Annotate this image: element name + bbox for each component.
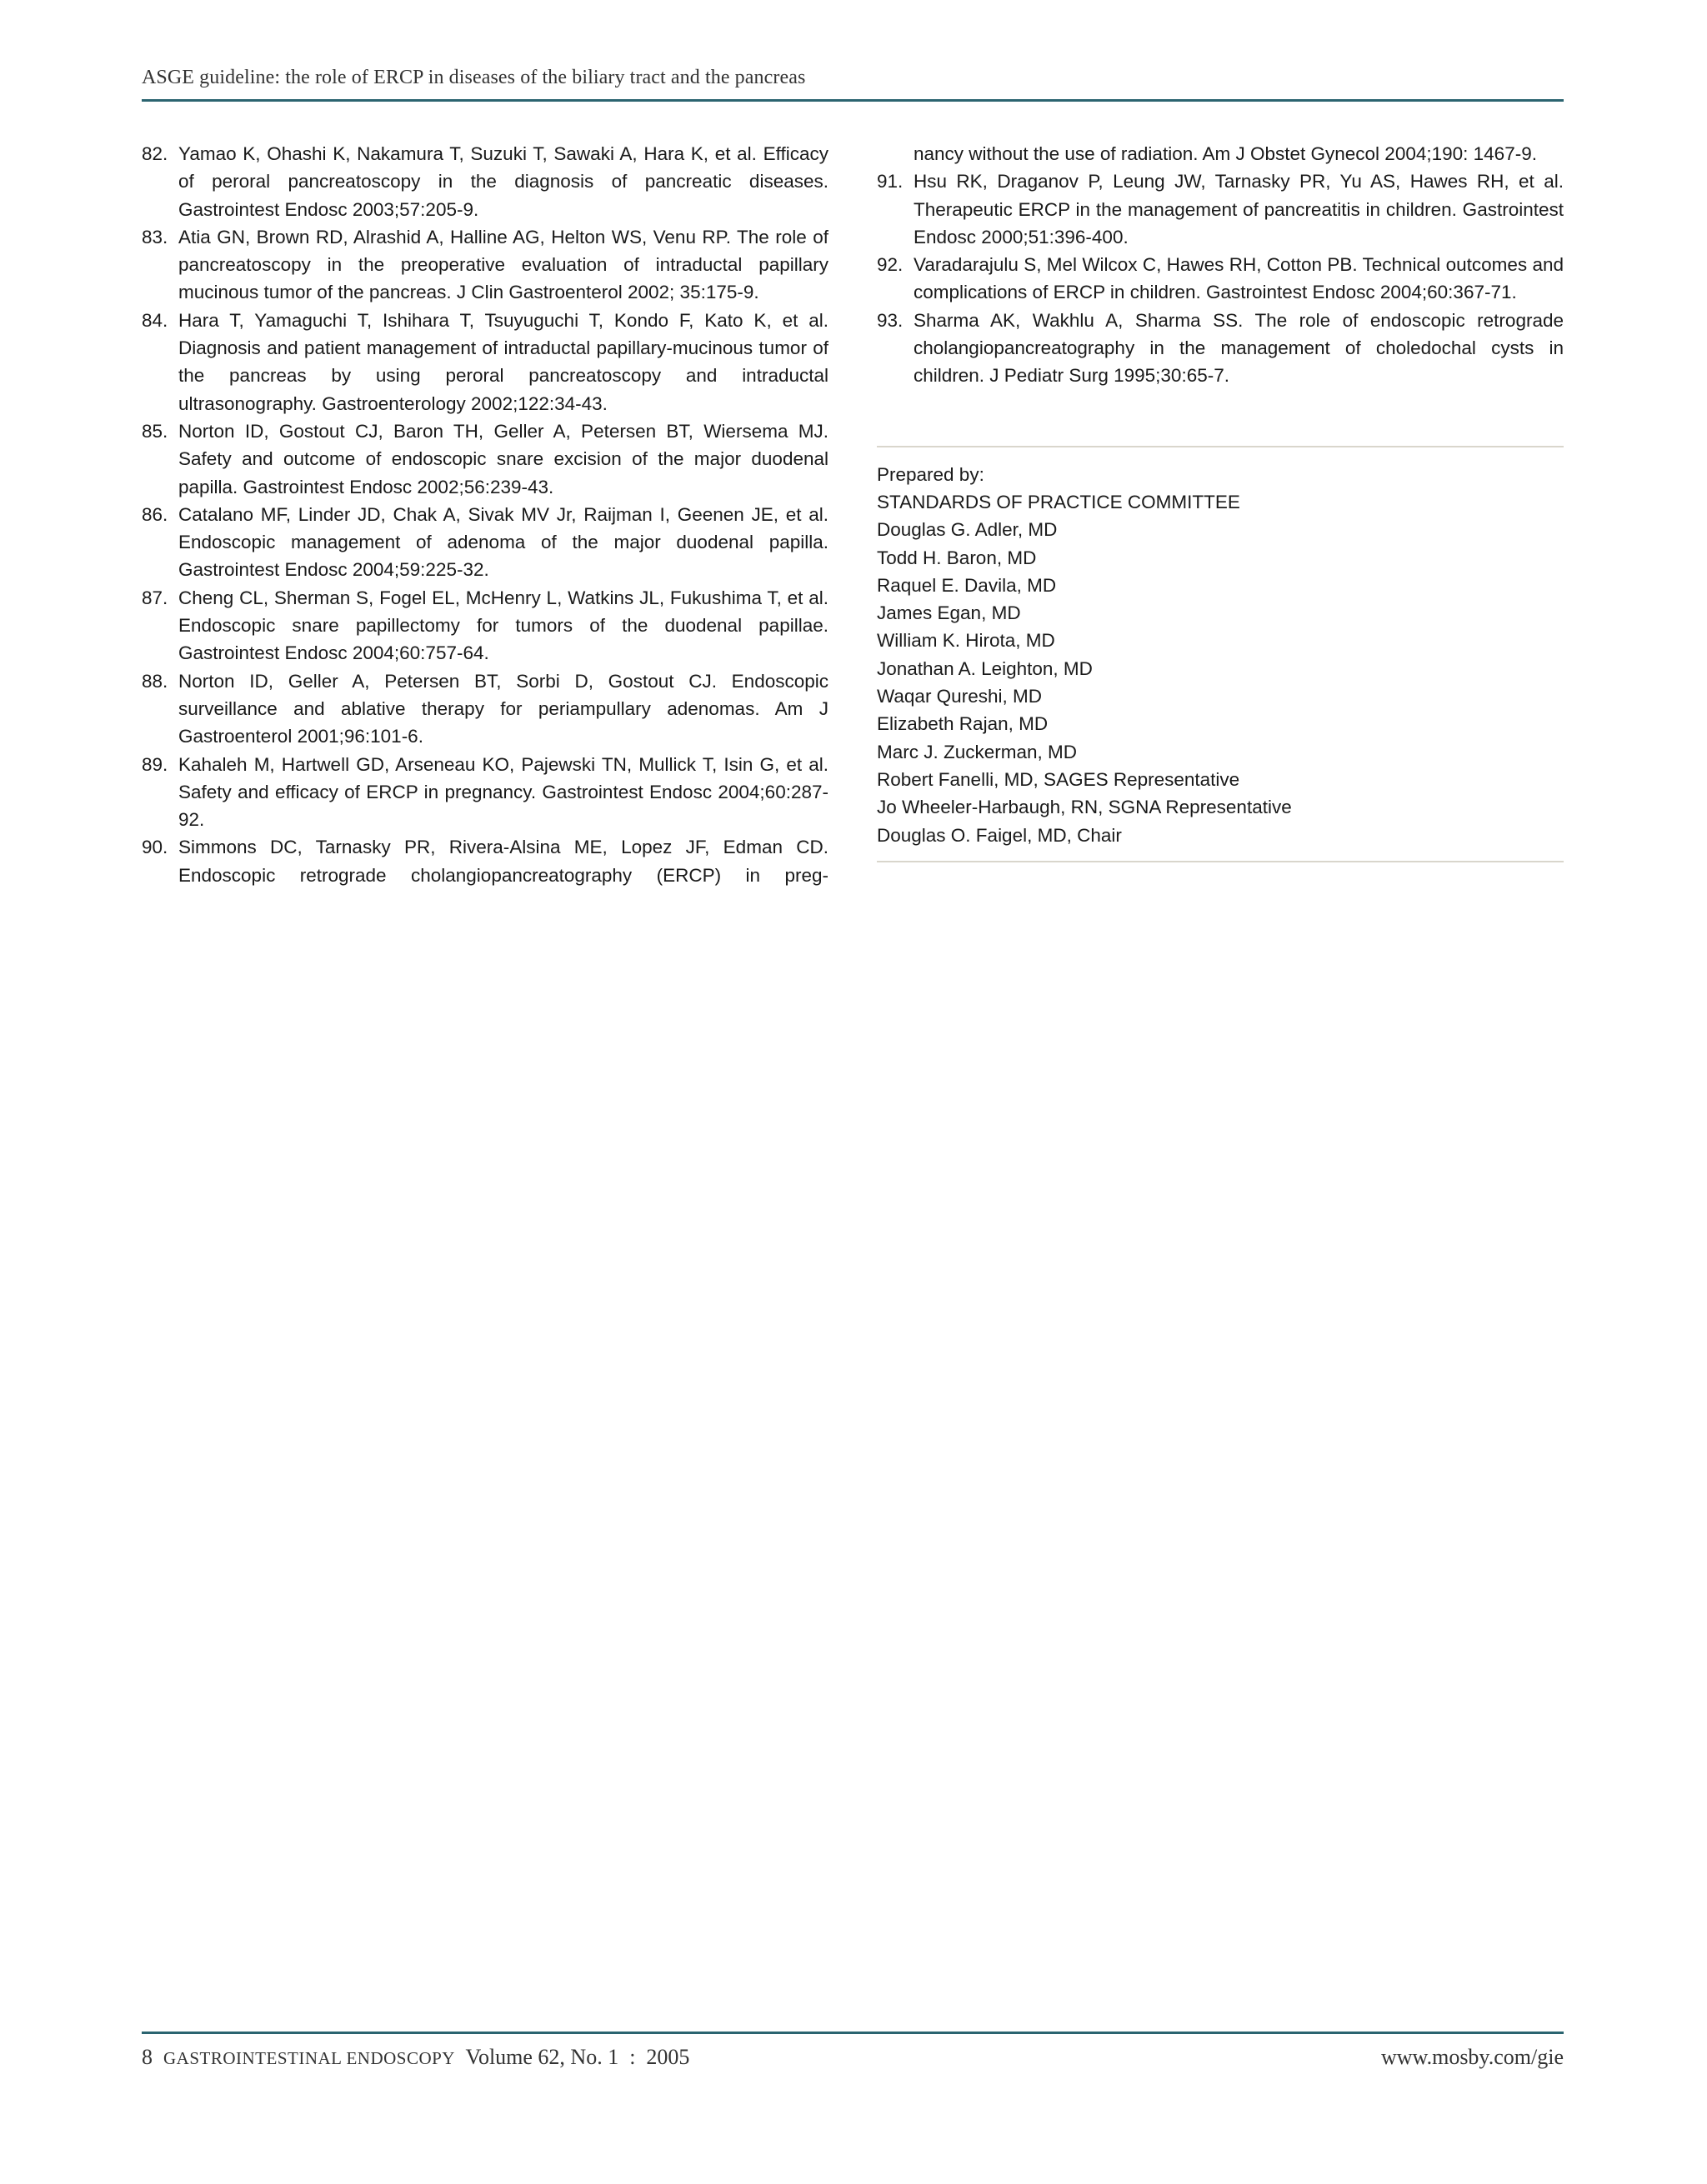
committee-name: STANDARDS OF PRACTICE COMMITTEE bbox=[877, 491, 1240, 512]
reference-number: 87. bbox=[142, 587, 168, 608]
reference-text: Norton ID, Gostout CJ, Baron TH, Geller A, Petersen BT, Wiersema MJ. Safety and outcome of endoscopic snare excision of the major duodenal papilla. Gastrointest Endosc 2002;56:239-43. bbox=[178, 420, 828, 497]
prepared-by-top-rule bbox=[877, 446, 1564, 447]
reference-82 bbox=[142, 140, 828, 223]
left-column bbox=[142, 140, 828, 889]
issue-info: Volume 62, No. 1 : 2005 bbox=[465, 2045, 690, 2069]
journal-name: GASTROINTESTINAL ENDOSCOPY bbox=[163, 2048, 455, 2068]
reference-91 bbox=[877, 167, 1564, 251]
committee-member: Raquel E. Davila, MD bbox=[877, 574, 1057, 596]
committee-member: Douglas O. Faigel, MD, Chair bbox=[877, 824, 1122, 846]
committee-member: Robert Fanelli, MD, SAGES Representative bbox=[877, 768, 1240, 790]
footer-rule bbox=[142, 2032, 1564, 2034]
committee-member: Jo Wheeler-Harbaugh, RN, SGNA Representative bbox=[877, 797, 1292, 818]
reference-text: Cheng CL, Sherman S, Fogel EL, McHenry L, Watkins JL, Fukushima T, et al. Endoscopic snare papillectomy for tumors of the duodenal papillae. Gastrointest Endosc 2004;60:757-64. bbox=[178, 587, 828, 664]
running-header: ASGE guideline: the role of ERCP in diseases of the biliary tract and the pancreas bbox=[142, 67, 806, 88]
reference-text: Hsu RK, Draganov P, Leung JW, Tarnasky PR, Yu AS, Hawes RH, et al. Therapeutic ERCP in the management of pancreatitis in children. Gastrointest Endosc 2000;51:396-400. bbox=[914, 171, 1564, 247]
reference-83 bbox=[142, 223, 828, 307]
prepared-by-block bbox=[877, 461, 1564, 849]
reference-text: Yamao K, Ohashi K, Nakamura T, Suzuki T, Sawaki A, Hara K, et al. Efficacy of peroral pancreatoscopy in the diagnosis of pancreatic diseases. Gastrointest Endosc 2003;57:205-9. bbox=[178, 143, 828, 220]
reference-number: 83. bbox=[142, 226, 168, 247]
reference-text: Atia GN, Brown RD, Alrashid A, Halline AG, Helton WS, Venu RP. The role of pancreatoscopy in the preoperative evaluation of intraductal papillary mucinous tumor of the pancreas. J Clin Gastroenterol 2002; 35:175-9. bbox=[178, 226, 828, 303]
reference-list-left bbox=[142, 140, 828, 889]
page-number: 8 bbox=[142, 2045, 153, 2069]
reference-86 bbox=[142, 501, 828, 584]
committee-member: William K. Hirota, MD bbox=[877, 630, 1055, 652]
prepared-by-bottom-rule bbox=[877, 861, 1564, 862]
reference-number: 89. bbox=[142, 753, 168, 775]
reference-93 bbox=[877, 307, 1564, 390]
committee-member: Waqar Qureshi, MD bbox=[877, 686, 1042, 707]
reference-number: 92. bbox=[877, 254, 904, 276]
committee-member: Marc J. Zuckerman, MD bbox=[877, 741, 1078, 762]
reference-84 bbox=[142, 307, 828, 417]
reference-number: 88. bbox=[142, 670, 168, 692]
committee-member: Douglas G. Adler, MD bbox=[877, 519, 1058, 541]
reference-85 bbox=[142, 417, 828, 501]
reference-89 bbox=[142, 751, 828, 834]
journal-url: www.mosby.com/gie bbox=[1380, 2045, 1564, 2069]
prepared-by-label: Prepared by: bbox=[877, 463, 984, 485]
reference-text: Varadarajulu S, Mel Wilcox C, Hawes RH, Cotton PB. Technical outcomes and complications of ERCP in children. Gastrointest Endosc 2004;60:367-71. bbox=[914, 254, 1564, 303]
committee-member: James Egan, MD bbox=[877, 602, 1021, 624]
footer-citation bbox=[142, 2045, 689, 2070]
reference-text: Hara T, Yamaguchi T, Ishihara T, Tsuyuguchi T, Kondo F, Kato K, et al. Diagnosis and patient management of intraductal papillary-mucinous tumor of the pancreas by using peroral pancreatoscopy and intraductal ultrasonography. Gastroenterology 2002;122:34-43. bbox=[178, 309, 828, 414]
reference-text: Simmons DC, Tarnasky PR, Rivera-Alsina ME, Lopez JF, Edman CD. Endoscopic retrograde cholangiopancreatography (ERCP) in preg- bbox=[178, 837, 828, 886]
reference-number: 84. bbox=[142, 309, 168, 331]
reference-text: Norton ID, Geller A, Petersen BT, Sorbi D, Gostout CJ. Endoscopic surveillance and ablative therapy for periampullary adenomas. Am J Gastroenterol 2001;96:101-6. bbox=[178, 670, 828, 747]
reference-87 bbox=[142, 584, 828, 667]
reference-text: Sharma AK, Wakhlu A, Sharma SS. The role of endoscopic retrograde cholangiopancreatography in the management of choledochal cysts in children. J Pediatr Surg 1995;30:65-7. bbox=[914, 309, 1564, 387]
committee-member: Todd H. Baron, MD bbox=[877, 547, 1037, 568]
reference-number: 86. bbox=[142, 503, 168, 525]
reference-92 bbox=[877, 251, 1564, 307]
right-column bbox=[877, 140, 1564, 862]
reference-number: 85. bbox=[142, 420, 168, 442]
reference-90-continuation: nancy without the use of radiation. Am J Obstet Gynecol 2004;190: 1467-9. bbox=[914, 143, 1537, 164]
header-rule bbox=[142, 99, 1564, 102]
reference-number: 82. bbox=[142, 143, 168, 164]
reference-number: 90. bbox=[142, 837, 168, 858]
reference-text: Kahaleh M, Hartwell GD, Arseneau KO, Pajewski TN, Mullick T, Isin G, et al. Safety and efficacy of ERCP in pregnancy. Gastrointest Endosc 2004;60:287-92. bbox=[178, 753, 828, 831]
reference-number: 93. bbox=[877, 309, 904, 331]
committee-member: Elizabeth Rajan, MD bbox=[877, 713, 1049, 735]
reference-text: Catalano MF, Linder JD, Chak A, Sivak MV Jr, Raijman I, Geenen JE, et al. Endoscopic management of adenoma of the major duodenal papilla. Gastrointest Endosc 2004;59:225-32. bbox=[178, 503, 828, 581]
reference-90 bbox=[142, 833, 828, 889]
reference-number: 91. bbox=[877, 171, 904, 192]
committee-member: Jonathan A. Leighton, MD bbox=[877, 657, 1093, 679]
reference-list-right bbox=[877, 167, 1564, 389]
reference-88 bbox=[142, 667, 828, 751]
